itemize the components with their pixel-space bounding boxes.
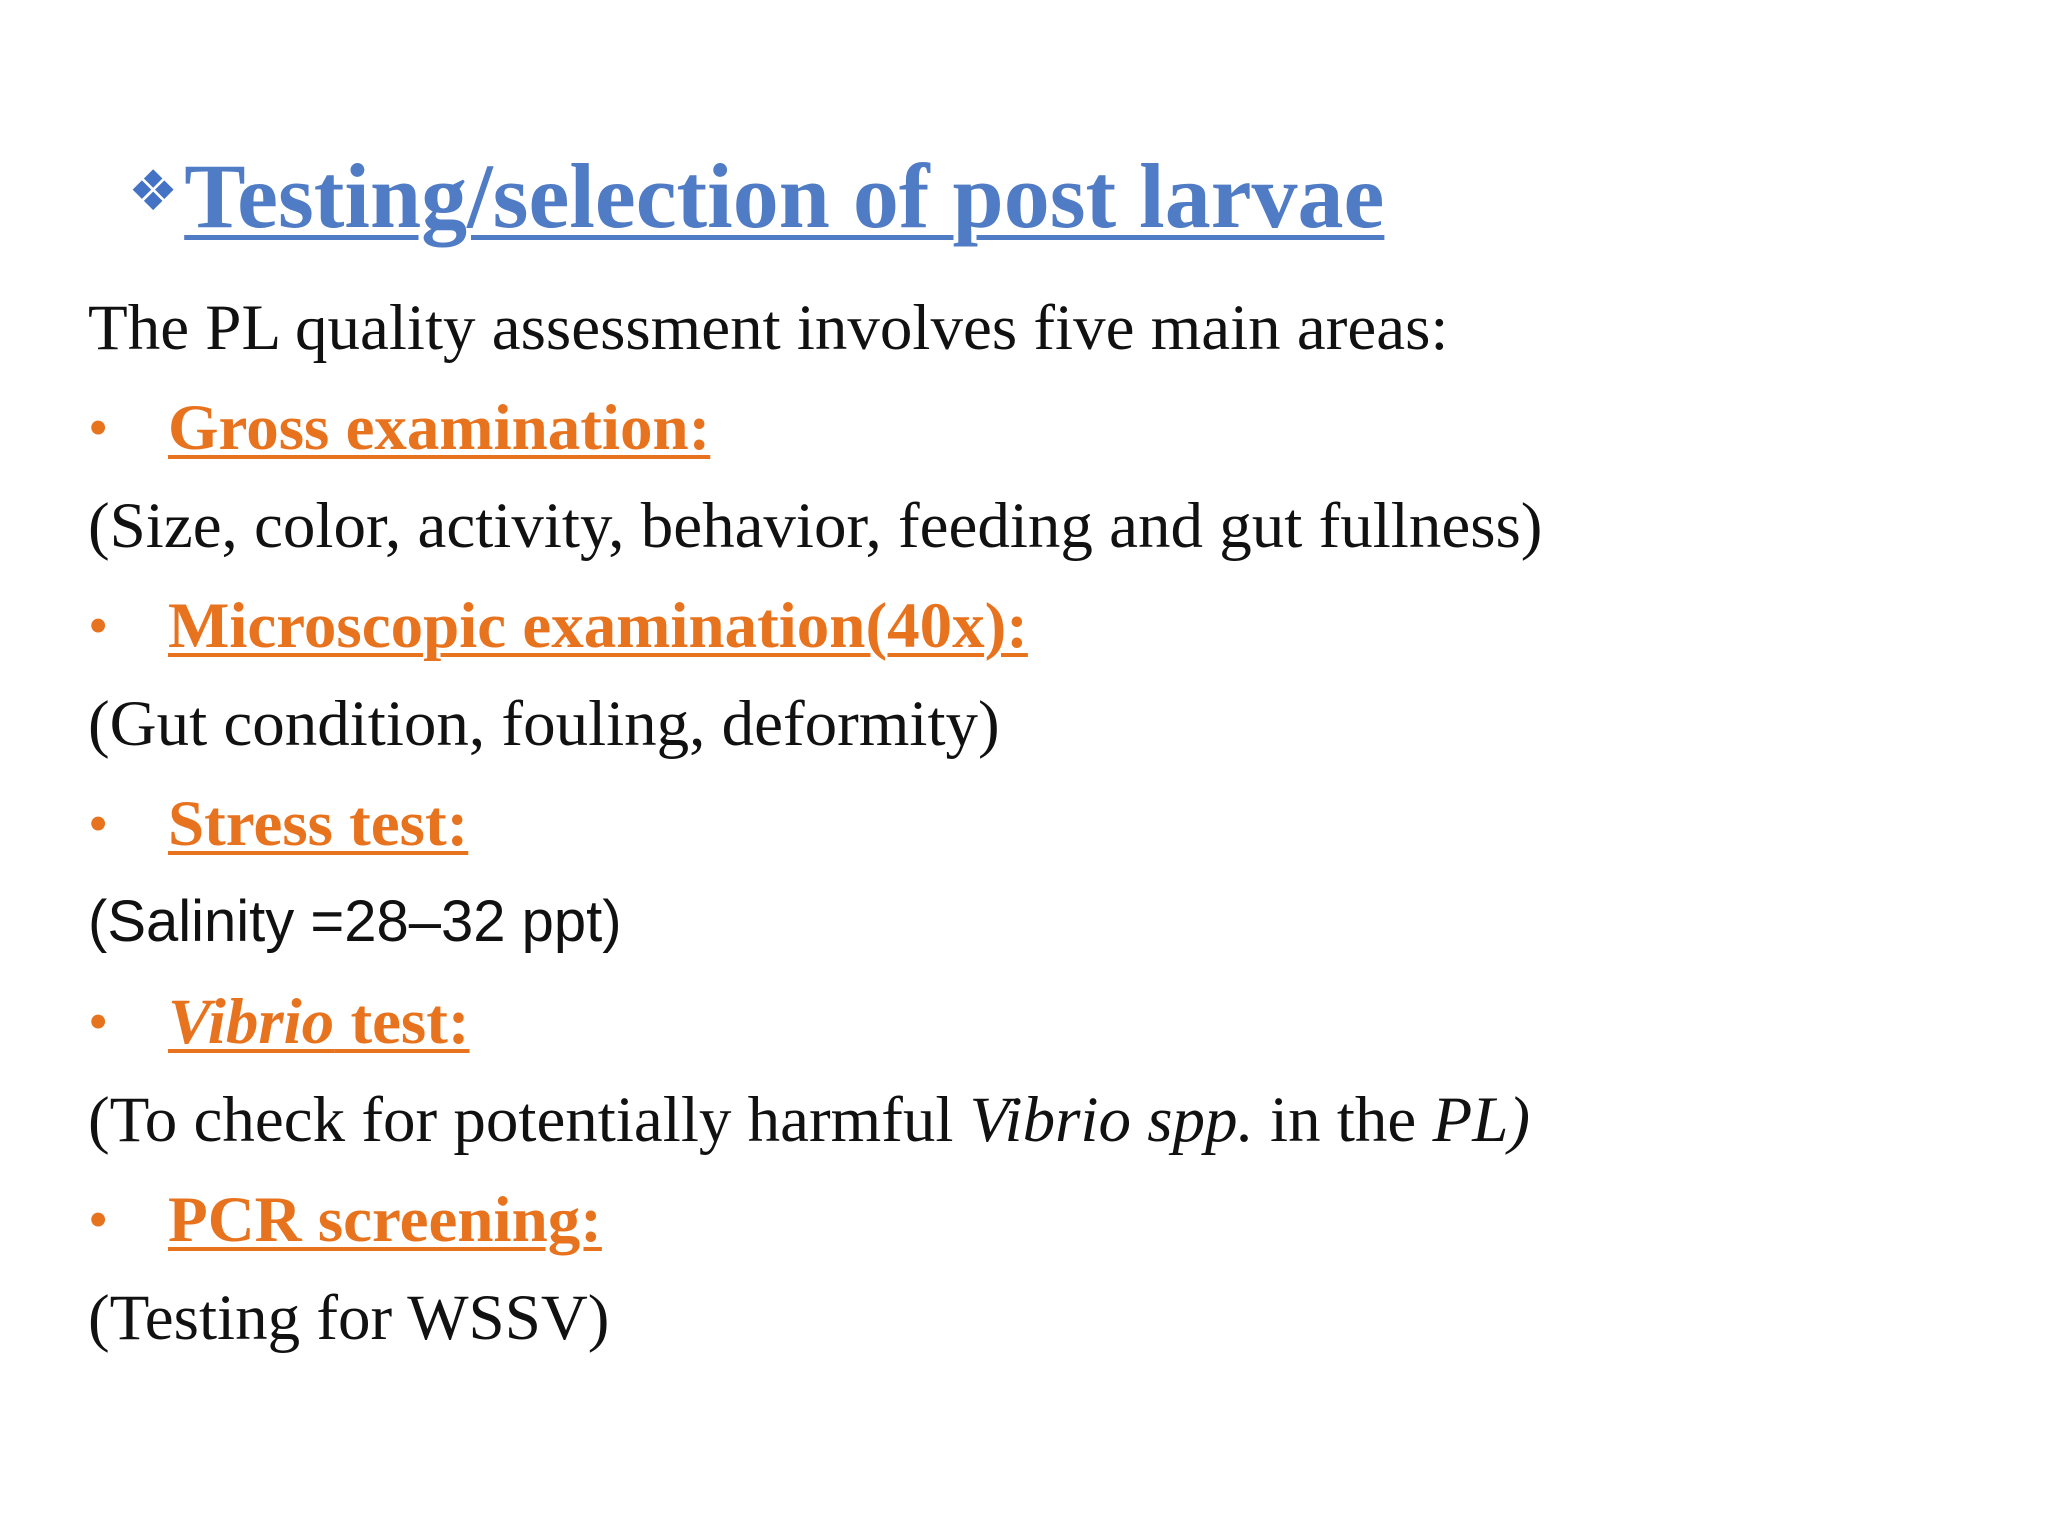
section-detail-stress bbox=[88, 882, 622, 962]
heading-stress-test: Stress test: bbox=[168, 787, 469, 860]
detail-stress-test: (Salinity =28–32 ppt) bbox=[88, 889, 622, 954]
bullet-icon: • bbox=[88, 593, 109, 658]
section-heading-pcr bbox=[88, 1180, 602, 1260]
detail-pcr-screening: (Testing for WSSV) bbox=[88, 1281, 610, 1354]
detail-vibrio-part-1: (To check for potentially harmful bbox=[88, 1083, 970, 1156]
heading-vibrio-italic: Vibrio bbox=[168, 985, 335, 1058]
section-heading-gross bbox=[88, 388, 710, 468]
section-detail-gross bbox=[88, 486, 1542, 566]
section-heading-microscopic bbox=[88, 586, 1028, 666]
section-heading-stress bbox=[88, 784, 468, 864]
bullet-icon: • bbox=[88, 395, 109, 460]
section-heading-vibrio bbox=[88, 982, 470, 1062]
diamond-bullet-icon: ❖ bbox=[128, 159, 179, 224]
bullet-icon: • bbox=[88, 1187, 109, 1252]
detail-vibrio-part-3: in the bbox=[1253, 1083, 1433, 1156]
heading-microscopic-examination: Microscopic examination(40x): bbox=[168, 589, 1028, 662]
intro-label: The PL quality assessment involves five main areas: bbox=[88, 291, 1449, 364]
heading-vibrio-test bbox=[168, 985, 470, 1058]
detail-microscopic-examination: (Gut condition, fouling, deformity) bbox=[88, 687, 1000, 760]
heading-vibrio-rest: test: bbox=[334, 985, 470, 1058]
heading-gross-examination: Gross examination: bbox=[168, 391, 711, 464]
detail-vibrio-part-4: PL) bbox=[1432, 1083, 1530, 1156]
section-detail-microscopic bbox=[88, 684, 1000, 764]
title-text: Testing/selection of post larvae bbox=[184, 145, 1385, 247]
detail-vibrio-part-2: Vibrio spp. bbox=[969, 1083, 1254, 1156]
bullet-icon: • bbox=[88, 989, 109, 1054]
heading-pcr-screening: PCR screening: bbox=[168, 1183, 602, 1256]
section-detail-pcr bbox=[88, 1278, 609, 1358]
bullet-icon: • bbox=[88, 791, 109, 856]
detail-gross-examination: (Size, color, activity, behavior, feeding and gut fullness) bbox=[88, 489, 1543, 562]
slide-title bbox=[128, 140, 1384, 252]
section-detail-vibrio bbox=[88, 1080, 1530, 1160]
intro-text bbox=[88, 288, 1448, 368]
